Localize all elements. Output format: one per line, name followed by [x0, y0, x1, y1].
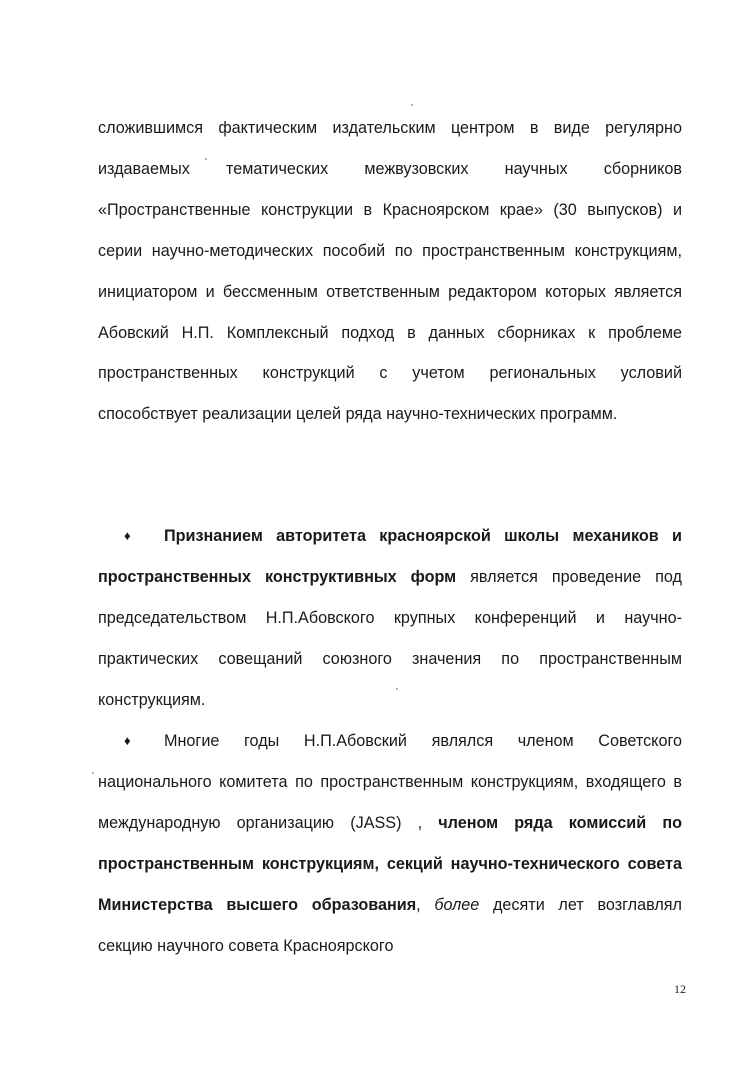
paragraph-3	[98, 721, 682, 966]
scan-speck	[411, 104, 413, 106]
paragraph-3-italic-text: более	[420, 895, 480, 914]
paragraph-3-comma: ,	[416, 895, 421, 914]
paragraph-1-text: сложившимся фактическим издательским центром в виде регулярно издаваемых тематических межвузовских научных сборников «Пространственные конструкции в Красноярском крае» (30 выпусков) и серии научно-методических пособий по пространственным конструкциям, инициатором и бессменным ответственным редактором которых является Абовский Н.П. Комплексный подход в данных сборниках к проблеме пространственных конструкций с учетом региональных условий способствует реализации целей ряда научно-технических программ.	[98, 119, 682, 424]
paragraph-3-bold-text: членом ряда комиссий по пространственным конструкциям, секций научно-технического совета Министерства высшего образования	[98, 813, 682, 914]
paragraph-3-text-start: Многие годы Н.П.Абовский являлся членом Советского национального комитета по пространственным конструкциям, входящего в международную организацию (JASS) ,	[98, 732, 682, 832]
paragraph-3-text-end: десяти лет возглавлял секцию научного совета Красноярского	[98, 895, 682, 955]
paragraph-1	[98, 108, 682, 435]
diamond-bullet-icon: ♦	[124, 528, 131, 543]
paragraph-2-bold-text: Признанием авторитета красноярской школы механиков и пространственных конструктивных форм	[98, 527, 682, 586]
scan-speck	[92, 772, 94, 774]
diamond-bullet-icon: ♦	[124, 733, 131, 748]
paragraph-2-text: является проведение под председательством Н.П.Абовского крупных конференций и научно-практических совещаний союзного значения по пространственным конструкциям.	[98, 567, 682, 709]
paragraph-2	[98, 516, 682, 721]
page-number: 12	[674, 982, 686, 996]
